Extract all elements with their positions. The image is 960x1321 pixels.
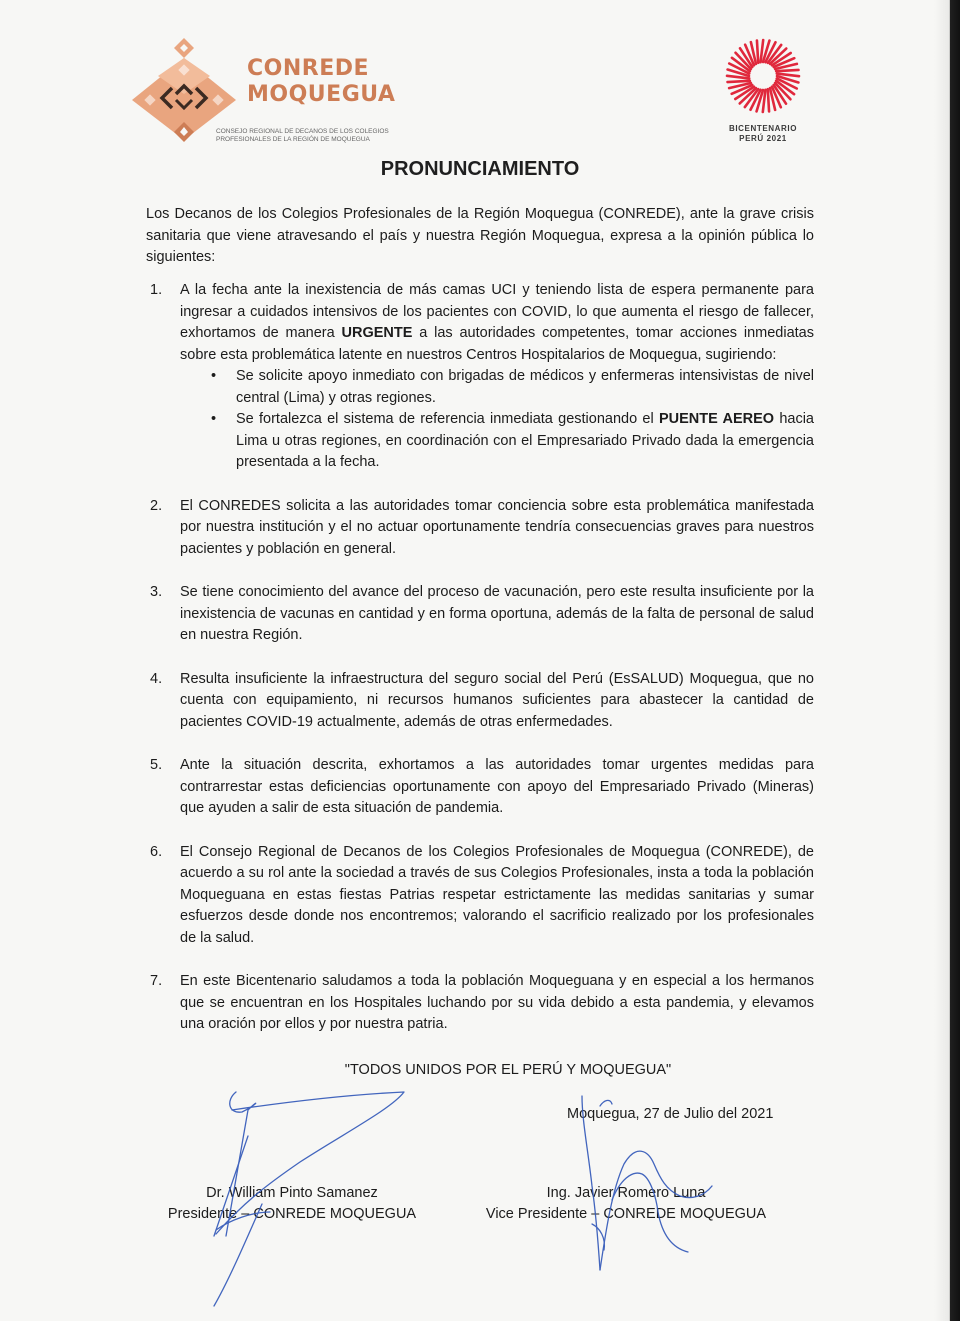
item-number: 1. [150,282,163,298]
item-number: 5. [150,757,163,773]
seal-ray [768,89,769,111]
bicentenario-line1: BICENTENARIO [728,124,798,133]
brand-subtitle [216,128,436,144]
list-item [146,755,814,820]
seal-ray [757,41,758,63]
sub-bullet-item [180,409,814,474]
bullet-text: Se fortalezca el sistema de referencia inmediata gestionando el [236,411,659,427]
brand-name-line1: CONREDE [247,56,370,81]
signatory-role: Vice Presidente – CONREDE MOQUEGUA [485,1206,767,1222]
bullet-text: Se solicite apoyo inmediato con brigadas de médicos y enfermeras intensivistas de nivel central (Lima) y otras regiones. [236,368,814,406]
sub-bullet-item [180,366,814,409]
points-list [146,280,814,1058]
list-item [146,842,814,950]
bullet-icon: • [211,368,217,384]
list-item [146,669,814,734]
item-text: Se tiene conocimiento del avance del proceso de vacunación, pero este resulta insuficiente por la inexistencia de vacunas en cantidad y en forma oportuna, además de la falta de personal de salud en nuestra Región. [180,584,814,643]
bullet-text: hacia Lima u otras regiones, en coordinación con el Empresariado Privado dada la emergencia presentada a la fecha. [236,411,814,470]
brand-subtitle-line1: CONSEJO REGIONAL DE DECANOS DE LOS COLEGIOS [216,128,389,135]
bullet-emphasis: PUENTE AEREO [658,411,775,427]
document-title: PRONUNCIAMIENTO [380,158,580,180]
bicentenario-line2: PERÚ 2021 [739,134,787,143]
item-text: El Consejo Regional de Decanos de los Colegios Profesionales de Moquegua (CONREDE), de acuerdo a su rol ante la sociedad a través de sus Colegios Profesionales, insta a toda la población Moqueguana en estas fiestas Patrias respetar estrictamente las medidas sanitarias y sumar esfuerzos desde donde nos encontremos; valorando el sacrificio realizado por los profesionales de la salud. [180,843,814,946]
signatory-role: Presidente – CONREDE MOQUEGUA [167,1206,417,1222]
signature-block-president [160,1183,424,1225]
item-number: 3. [150,584,163,600]
brand-subtitle-line2: PROFESIONALES DE LA REGIÓN DE MOQUEGUA [216,136,370,143]
item-text: A la fecha ante la inexistencia de más camas UCI y teniendo lista de espera permanente para ingresar a cuidados intensivos de los pacientes con COVID, lo que aumenta el riesgo de fallecer, exhortamos de manera [180,282,814,341]
item-emphasis: URGENTE [341,325,413,341]
item-text: Ante la situación descrita, exhortamos a las autoridades tomar urgentes medidas para contrarrestar estas deficiencias oportunamente con apoyo del Empresariado Privado (Mineras) que ayuden a salir de esta situación de pandemia. [180,757,814,816]
signatory-name: Ing. Javier Romero Luna [546,1185,706,1201]
item-number: 6. [150,843,163,860]
item-text: a las autoridades competentes, tomar acciones inmediatas sobre esta problemática latente en nuestros Centros Hospitalarios de Moquegua, sugiriendo: [180,325,814,363]
bicentenario-seal-icon [723,36,803,116]
bicentenario-label [700,124,826,144]
signatory-name: Dr. William Pinto Samanez [206,1185,378,1201]
closing-motto: "TODOS UNIDOS POR EL PERÚ Y MOQUEGUA" [344,1062,672,1078]
item-number: 4. [150,670,163,687]
sub-bullet-list [180,366,814,474]
document-date: Moquegua, 27 de Julio del 2021 [567,1106,774,1122]
item-text: El CONREDES solicita a las autoridades tomar conciencia sobre esta problemática manifestada por nuestra institución y el no actuar oportunamente tendría consecuencias graves para nuestros pacientes y población en general. [180,497,814,557]
list-item [146,496,814,561]
intro-paragraph: Los Decanos de los Colegios Profesionales de la Región Moquegua (CONREDE), ante la grave crisis sanitaria que viene atravesando el país y nuestra Región Moquegua, expresa a la opinión pública lo siguientes: [146,206,814,265]
bullet-icon: • [211,411,217,427]
item-text: En este Bicentenario saludamos a toda la población Moqueguana y en especial a los hermanos que se encuentran en los Hospitales luchando por su vida debido a esta pandemia, y elevamos una oración por ellos y por nuestra patria. [180,973,814,1032]
brand-name [247,56,447,108]
seal-ray [728,81,750,82]
list-item [146,971,814,1036]
scanner-page-edge [934,0,960,1321]
seal-ray [776,70,798,71]
list-item [146,280,814,474]
list-item [146,582,814,647]
brand-name-line2: MOQUEGUA [247,82,396,107]
item-text: Resulta insuficiente la infraestructura del seguro social del Perú (EsSALUD) Moquegua, que no cuenta con equipamiento, ni recursos humanos suficientes para abastecer la cantidad de pacientes COVID-19 actualmente, además de otras enfermedades. [180,670,814,730]
signature-block-vice-president [480,1183,772,1225]
item-number: 2. [150,497,163,514]
item-number: 7. [150,973,163,989]
